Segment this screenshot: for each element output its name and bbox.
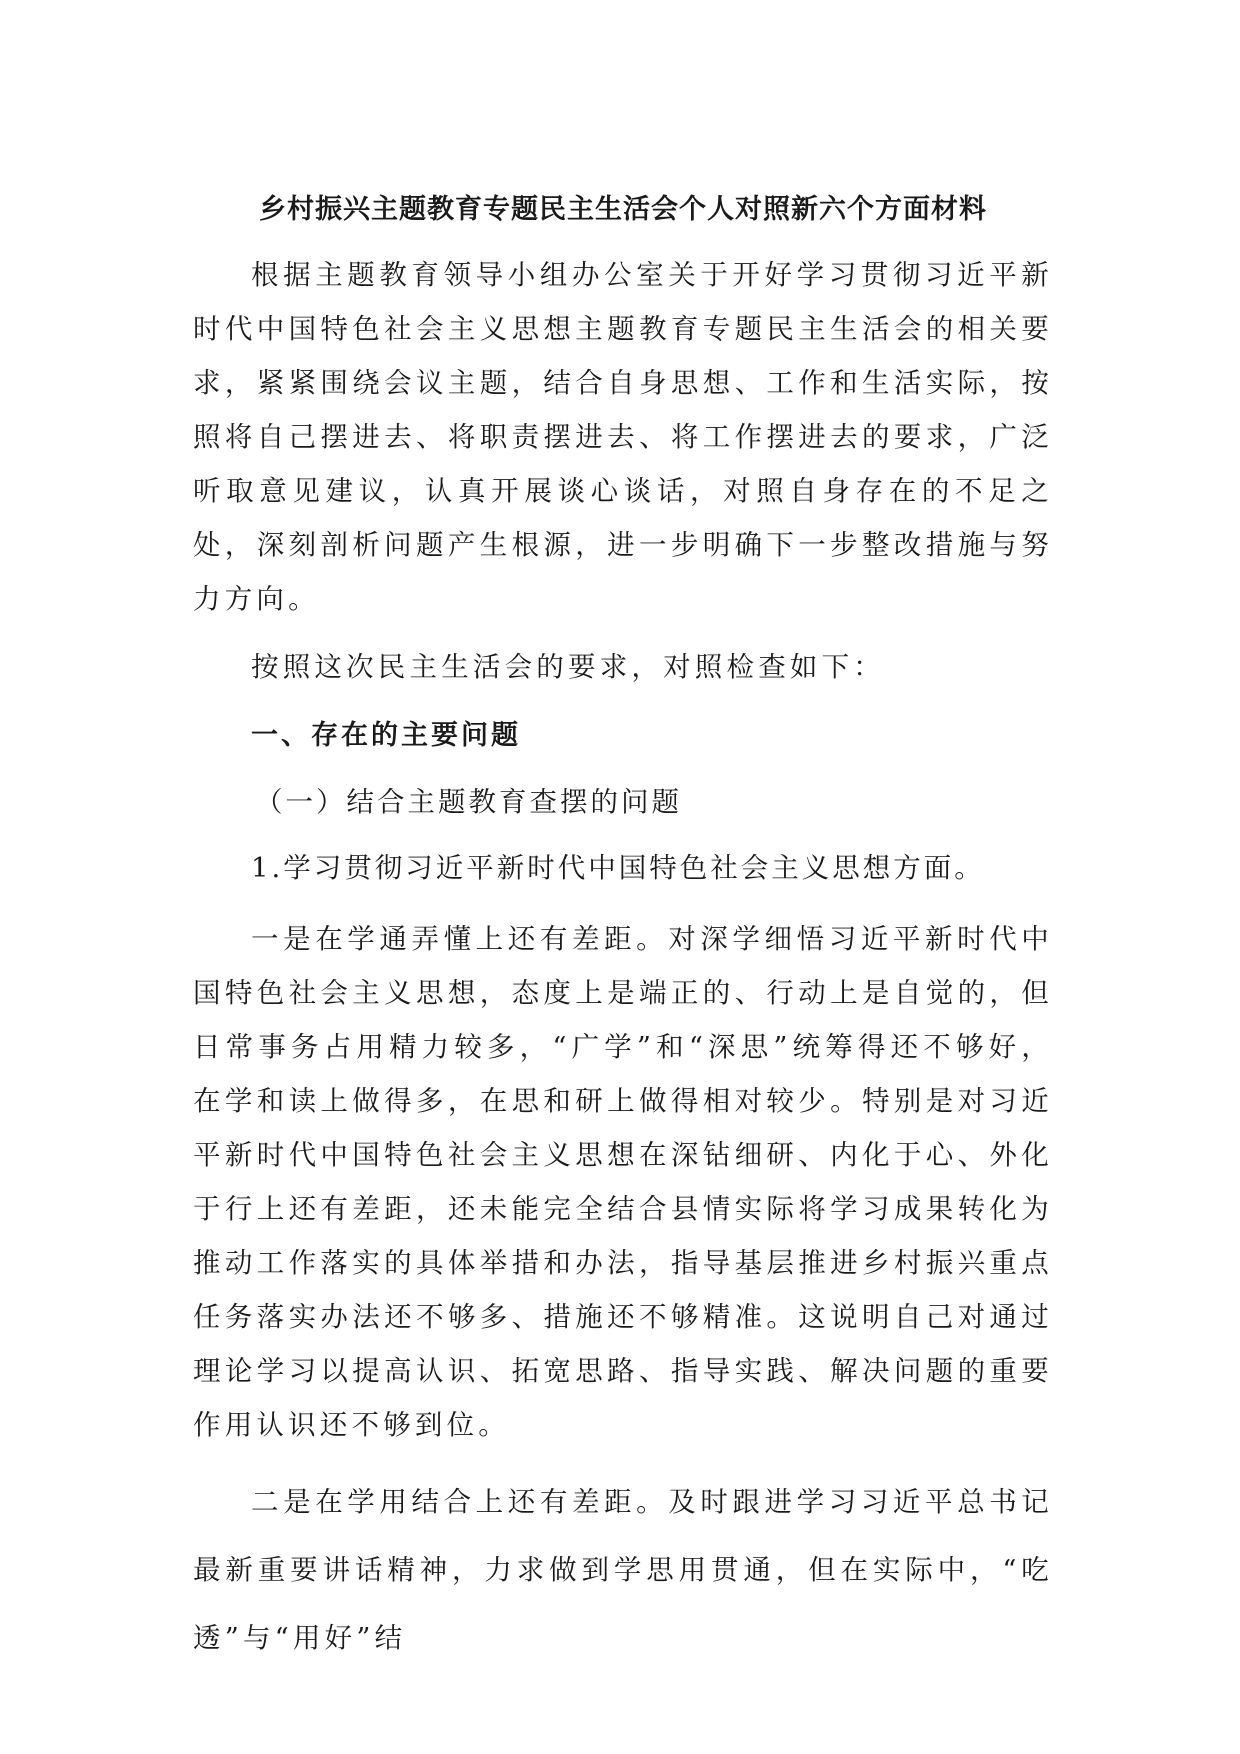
document-title: 乡村振兴主题教育专题民主生活会个人对照新六个方面材料 (259, 194, 987, 225)
item-heading: 1.学习贯彻习近平新时代中国特色社会主义思想方面。 (251, 852, 985, 884)
check-intro-paragraph: 按照这次民主生活会的要求，对照检查如下： (251, 651, 885, 683)
document-body (193, 190, 1053, 1672)
point-one-paragraph: 一是在学通弄懂上还有差距。对深学细悟习近平新时代中国特色社会主义思想，态度上是端正的、行动上是自觉的，但日常事务占用精力较多，“广学”和“深思”统筹得还不够好，在学和读上做得多，在思和研上做得相对较少。特别是对习近平新时代中国特色社会主义思想在深钻细研、内化于心、外化于行上还有差距，还未能完全结合县情实际将学习成果转化为推动工作落实的具体举措和办法，指导基层推进乡村振兴重点任务落实办法还不够多、措施还不够精准。这说明自己对通过理论学习以提高认识、拓宽思路、指导实践、解决问题的重要作用认识还不够到位。 (193, 923, 1053, 1441)
subsection-heading: （一）结合主题教育查摆的问题 (255, 786, 682, 818)
section-heading-problems: 一、存在的主要问题 (251, 720, 521, 751)
point-two-paragraph: 二是在学用结合上还有差距。及时跟进学习习近平总书记最新重要讲话精神，力求做到学思用贯通，但在实际中，“吃透”与“用好”结 (193, 1486, 1053, 1654)
intro-paragraph: 根据主题教育领导小组办公室关于开好学习贯彻习近平新时代中国特色社会主义思想主题教育专题民主生活会的相关要求，紧紧围绕会议主题，结合自身思想、工作和生活实际，按照将自己摆进去、将职责摆进去、将工作摆进去的要求，广泛听取意见建议，认真开展谈心谈话，对照自身存在的不足之处，深刻剖析问题产生根源，进一步明确下一步整改措施与努力方向。 (193, 259, 1053, 615)
